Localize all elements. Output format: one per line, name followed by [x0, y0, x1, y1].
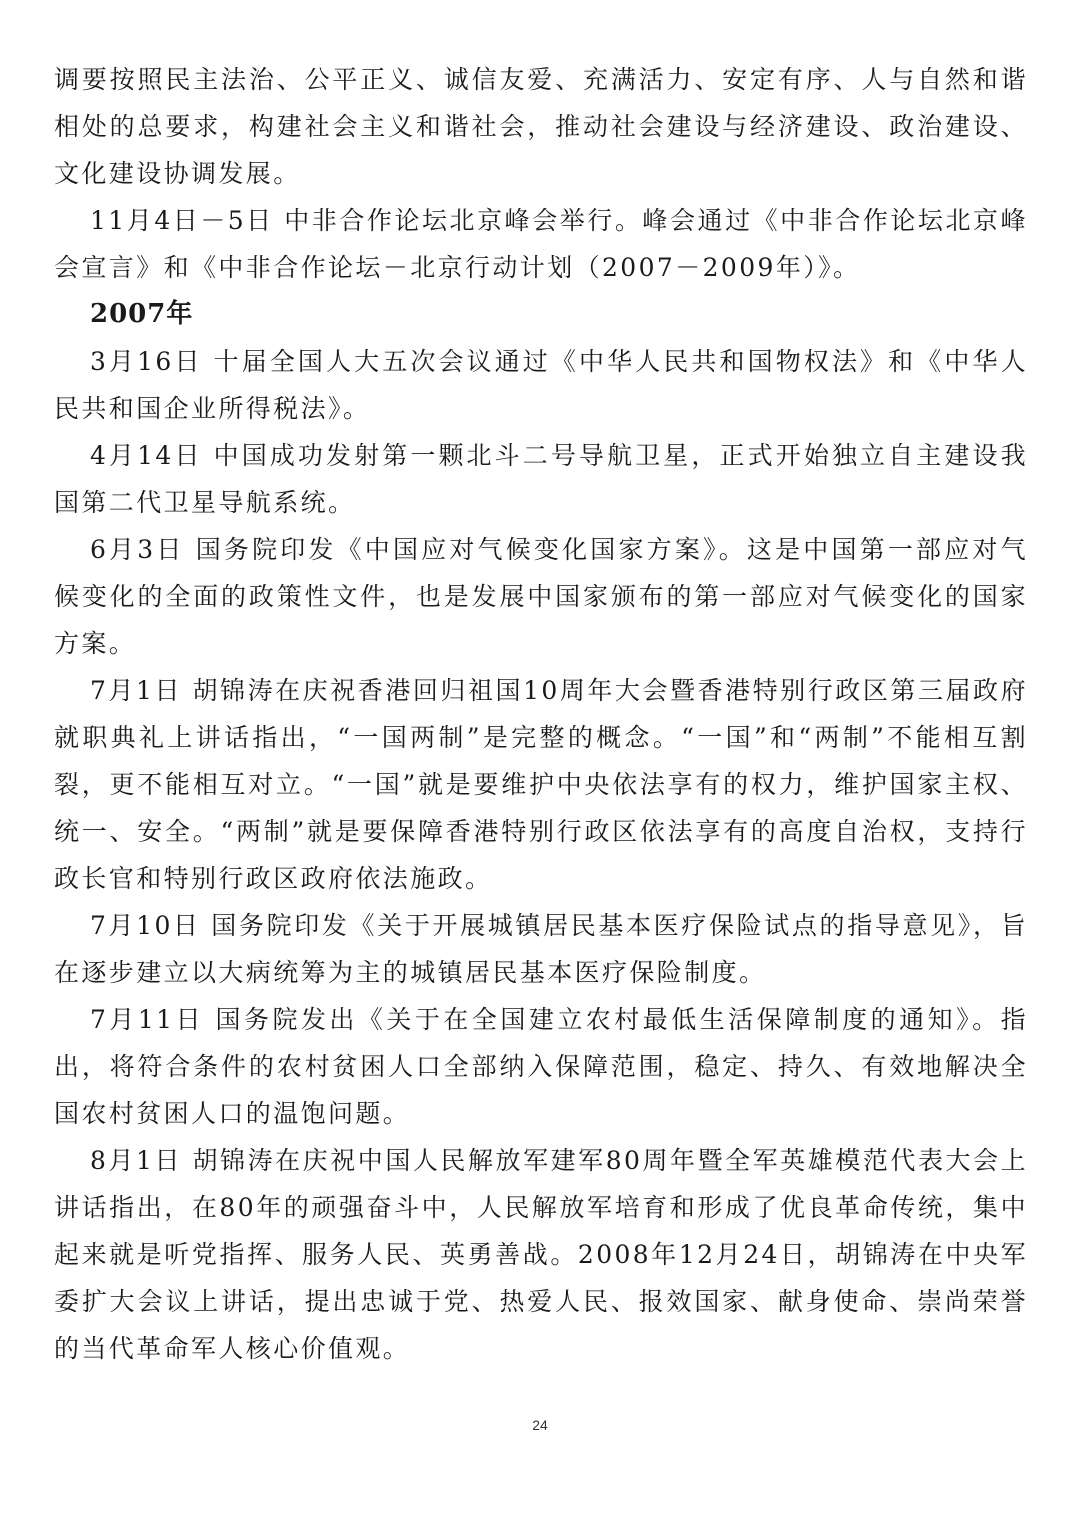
paragraph-jun-3: 6月3日 国务院印发《中国应对气候变化国家方案》。这是中国第一部应对气候变化的全面的政策性文件，也是发展中国家颁布的第一部应对气候变化的国家方案。	[54, 535, 1028, 658]
document-body	[54, 56, 1028, 1372]
paragraph-jul-1: 7月1日 胡锦涛在庆祝香港回归祖国10周年大会暨香港特别行政区第三届政府就职典礼上讲话指出，“一国两制”是完整的概念。“一国”和“两制”不能相互割裂，更不能相互对立。“一国”就是要维护中央依法享有的权力，维护国家主权、统一、安全。“两制”就是要保障香港特别行政区依法享有的高度自治权，支持行政长官和特别行政区政府依法施政。	[54, 676, 1028, 893]
paragraph-nov-4: 11月4日－5日 中非合作论坛北京峰会举行。峰会通过《中非合作论坛北京峰会宣言》和《中非合作论坛－北京行动计划（2007－2009年）》。	[54, 206, 1028, 282]
paragraph-apr-14: 4月14日 中国成功发射第一颗北斗二号导航卫星，正式开始独立自主建设我国第二代卫星导航系统。	[54, 441, 1028, 517]
paragraph-jul-11: 7月11日 国务院发出《关于在全国建立农村最低生活保障制度的通知》。指出，将符合条件的农村贫困人口全部纳入保障范围，稳定、持久、有效地解决全国农村贫困人口的温饱问题。	[54, 1005, 1028, 1128]
paragraph-mar-16: 3月16日 十届全国人大五次会议通过《中华人民共和国物权法》和《中华人民共和国企业所得税法》。	[54, 347, 1028, 423]
paragraph-jul-10: 7月10日 国务院印发《关于开展城镇居民基本医疗保险试点的指导意见》，旨在逐步建立以大病统筹为主的城镇居民基本医疗保险制度。	[54, 911, 1028, 987]
page-number: 24	[532, 1417, 548, 1433]
paragraph-aug-1: 8月1日 胡锦涛在庆祝中国人民解放军建军80周年暨全军英雄模范代表大会上讲话指出，在80年的顽强奋斗中，人民解放军培育和形成了优良革命传统，集中起来就是听党指挥、服务人民、英勇善战。2008年12月24日，胡锦涛在中央军委扩大会议上讲话，提出忠诚于党、热爱人民、报效国家、献身使命、崇尚荣誉的当代革命军人核心价值观。	[54, 1146, 1028, 1363]
paragraph-continuation: 调要按照民主法治、公平正义、诚信友爱、充满活力、安定有序、人与自然和谐相处的总要求，构建社会主义和谐社会，推动社会建设与经济建设、政治建设、文化建设协调发展。	[54, 65, 1028, 188]
year-heading-2007: 2007年	[90, 299, 194, 329]
